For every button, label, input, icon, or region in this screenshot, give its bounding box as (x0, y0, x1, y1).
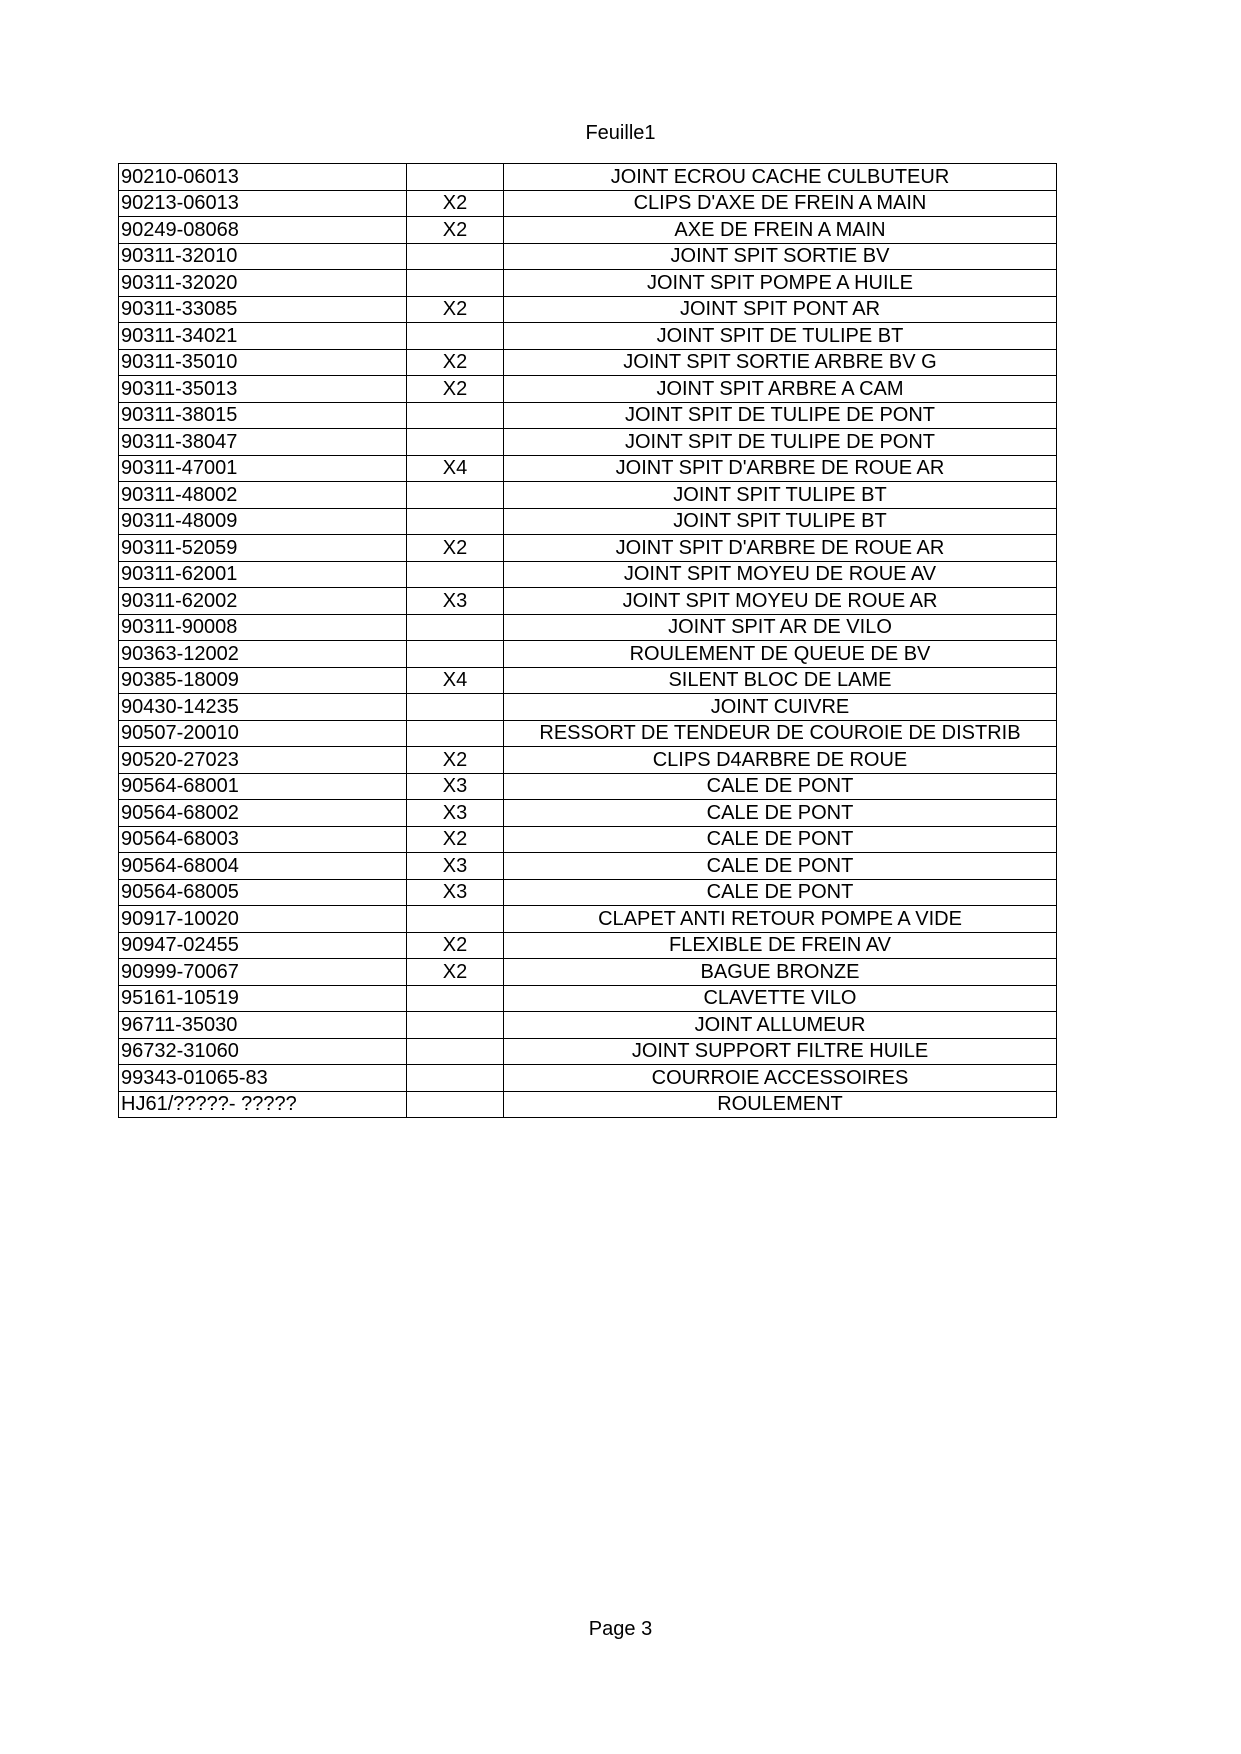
quantity-cell: X2 (407, 349, 504, 376)
quantity-cell: X2 (407, 747, 504, 774)
part-number-cell: 90564-68001 (119, 773, 407, 800)
table-row (119, 376, 1057, 403)
part-number-cell: 90311-48009 (119, 508, 407, 535)
part-number-cell: 90311-52059 (119, 535, 407, 562)
part-number-cell: 90430-14235 (119, 694, 407, 721)
part-number-cell: 90507-20010 (119, 720, 407, 747)
part-number-cell: 90564-68002 (119, 800, 407, 827)
part-number-cell: 90564-68003 (119, 826, 407, 853)
quantity-cell (407, 323, 504, 350)
description-cell: AXE DE FREIN A MAIN (504, 217, 1057, 244)
parts-table (118, 163, 1057, 1118)
table-row (119, 1065, 1057, 1092)
part-number-cell: HJ61/?????- ????? (119, 1091, 407, 1118)
table-row (119, 1012, 1057, 1039)
part-number-cell: 90249-08068 (119, 217, 407, 244)
description-cell: JOINT ALLUMEUR (504, 1012, 1057, 1039)
description-cell: CLIPS D'AXE DE FREIN A MAIN (504, 190, 1057, 217)
part-number-cell: 90311-34021 (119, 323, 407, 350)
table-row (119, 402, 1057, 429)
description-cell: JOINT SPIT AR DE VILO (504, 614, 1057, 641)
description-cell: CLIPS D4ARBRE DE ROUE (504, 747, 1057, 774)
description-cell: JOINT SPIT D'ARBRE DE ROUE AR (504, 535, 1057, 562)
table-row (119, 800, 1057, 827)
table-row (119, 906, 1057, 933)
part-number-cell: 90311-62001 (119, 561, 407, 588)
quantity-cell: X2 (407, 932, 504, 959)
quantity-cell (407, 1038, 504, 1065)
description-cell: CALE DE PONT (504, 826, 1057, 853)
page-number: Page 3 (588, 1618, 653, 1640)
description-cell: JOINT SPIT PONT AR (504, 296, 1057, 323)
table-row (119, 879, 1057, 906)
description-cell: CLAPET ANTI RETOUR POMPE A VIDE (504, 906, 1057, 933)
description-cell: BAGUE BRONZE (504, 959, 1057, 986)
table-row (119, 482, 1057, 509)
table-row (119, 190, 1057, 217)
table-row (119, 349, 1057, 376)
part-number-cell: 90917-10020 (119, 906, 407, 933)
description-cell: JOINT SUPPORT FILTRE HUILE (504, 1038, 1057, 1065)
table-row (119, 667, 1057, 694)
quantity-cell: X2 (407, 190, 504, 217)
quantity-cell (407, 429, 504, 456)
part-number-cell: 90311-62002 (119, 588, 407, 615)
part-number-cell: 90564-68005 (119, 879, 407, 906)
quantity-cell (407, 243, 504, 270)
table-row (119, 217, 1057, 244)
part-number-cell: 90311-47001 (119, 455, 407, 482)
quantity-cell: X2 (407, 959, 504, 986)
table-row (119, 853, 1057, 880)
description-cell: ROULEMENT (504, 1091, 1057, 1118)
description-cell: RESSORT DE TENDEUR DE COUROIE DE DISTRIB (504, 720, 1057, 747)
quantity-cell (407, 1065, 504, 1092)
part-number-cell: 90385-18009 (119, 667, 407, 694)
quantity-cell (407, 508, 504, 535)
part-number-cell: 90311-32010 (119, 243, 407, 270)
table-row (119, 641, 1057, 668)
quantity-cell: X3 (407, 773, 504, 800)
part-number-cell: 90311-35010 (119, 349, 407, 376)
table-row (119, 959, 1057, 986)
table-row (119, 429, 1057, 456)
table-row (119, 561, 1057, 588)
quantity-cell (407, 614, 504, 641)
quantity-cell (407, 164, 504, 191)
quantity-cell: X2 (407, 535, 504, 562)
part-number-cell: 90311-35013 (119, 376, 407, 403)
quantity-cell (407, 1091, 504, 1118)
sheet-title: Feuille1 (585, 122, 656, 144)
description-cell: JOINT SPIT TULIPE BT (504, 482, 1057, 509)
table-row (119, 720, 1057, 747)
table-row (119, 243, 1057, 270)
table-row (119, 773, 1057, 800)
part-number-cell: 90947-02455 (119, 932, 407, 959)
quantity-cell: X3 (407, 853, 504, 880)
table-row (119, 932, 1057, 959)
description-cell: JOINT SPIT DE TULIPE BT (504, 323, 1057, 350)
part-number-cell: 90564-68004 (119, 853, 407, 880)
description-cell: JOINT SPIT D'ARBRE DE ROUE AR (504, 455, 1057, 482)
quantity-cell (407, 720, 504, 747)
description-cell: JOINT SPIT SORTIE ARBRE BV G (504, 349, 1057, 376)
quantity-cell: X3 (407, 800, 504, 827)
description-cell: JOINT SPIT TULIPE BT (504, 508, 1057, 535)
part-number-cell: 90311-32020 (119, 270, 407, 297)
quantity-cell (407, 694, 504, 721)
description-cell: CALE DE PONT (504, 879, 1057, 906)
quantity-cell (407, 906, 504, 933)
table-row (119, 1038, 1057, 1065)
quantity-cell: X2 (407, 296, 504, 323)
part-number-cell: 90311-90008 (119, 614, 407, 641)
quantity-cell: X4 (407, 455, 504, 482)
parts-table-body (119, 164, 1057, 1118)
description-cell: JOINT SPIT SORTIE BV (504, 243, 1057, 270)
quantity-cell: X2 (407, 826, 504, 853)
quantity-cell: X4 (407, 667, 504, 694)
part-number-cell: 90210-06013 (119, 164, 407, 191)
description-cell: JOINT SPIT MOYEU DE ROUE AR (504, 588, 1057, 615)
description-cell: JOINT SPIT DE TULIPE DE PONT (504, 402, 1057, 429)
quantity-cell (407, 270, 504, 297)
description-cell: SILENT BLOC DE LAME (504, 667, 1057, 694)
description-cell: JOINT SPIT ARBRE A CAM (504, 376, 1057, 403)
quantity-cell (407, 482, 504, 509)
description-cell: CALE DE PONT (504, 800, 1057, 827)
table-row (119, 455, 1057, 482)
quantity-cell (407, 561, 504, 588)
description-cell: COURROIE ACCESSOIRES (504, 1065, 1057, 1092)
part-number-cell: 90311-38047 (119, 429, 407, 456)
part-number-cell: 96732-31060 (119, 1038, 407, 1065)
quantity-cell: X2 (407, 217, 504, 244)
part-number-cell: 90999-70067 (119, 959, 407, 986)
table-row (119, 614, 1057, 641)
table-row (119, 826, 1057, 853)
table-row (119, 1091, 1057, 1118)
description-cell: ROULEMENT DE QUEUE DE BV (504, 641, 1057, 668)
quantity-cell: X2 (407, 376, 504, 403)
description-cell: JOINT CUIVRE (504, 694, 1057, 721)
table-row (119, 296, 1057, 323)
table-row (119, 323, 1057, 350)
table-row (119, 508, 1057, 535)
description-cell: JOINT SPIT DE TULIPE DE PONT (504, 429, 1057, 456)
quantity-cell (407, 985, 504, 1012)
quantity-cell (407, 1012, 504, 1039)
description-cell: CLAVETTE VILO (504, 985, 1057, 1012)
table-row (119, 747, 1057, 774)
part-number-cell: 90520-27023 (119, 747, 407, 774)
description-cell: JOINT ECROU CACHE CULBUTEUR (504, 164, 1057, 191)
quantity-cell (407, 641, 504, 668)
description-cell: CALE DE PONT (504, 773, 1057, 800)
quantity-cell: X3 (407, 879, 504, 906)
part-number-cell: 99343-01065-83 (119, 1065, 407, 1092)
table-row (119, 535, 1057, 562)
part-number-cell: 96711-35030 (119, 1012, 407, 1039)
table-row (119, 588, 1057, 615)
quantity-cell: X3 (407, 588, 504, 615)
part-number-cell: 95161-10519 (119, 985, 407, 1012)
quantity-cell (407, 402, 504, 429)
part-number-cell: 90213-06013 (119, 190, 407, 217)
description-cell: JOINT SPIT MOYEU DE ROUE AV (504, 561, 1057, 588)
part-number-cell: 90311-48002 (119, 482, 407, 509)
part-number-cell: 90363-12002 (119, 641, 407, 668)
table-row (119, 270, 1057, 297)
table-row (119, 164, 1057, 191)
part-number-cell: 90311-33085 (119, 296, 407, 323)
description-cell: FLEXIBLE DE FREIN AV (504, 932, 1057, 959)
table-row (119, 985, 1057, 1012)
description-cell: JOINT SPIT POMPE A HUILE (504, 270, 1057, 297)
description-cell: CALE DE PONT (504, 853, 1057, 880)
part-number-cell: 90311-38015 (119, 402, 407, 429)
table-row (119, 694, 1057, 721)
